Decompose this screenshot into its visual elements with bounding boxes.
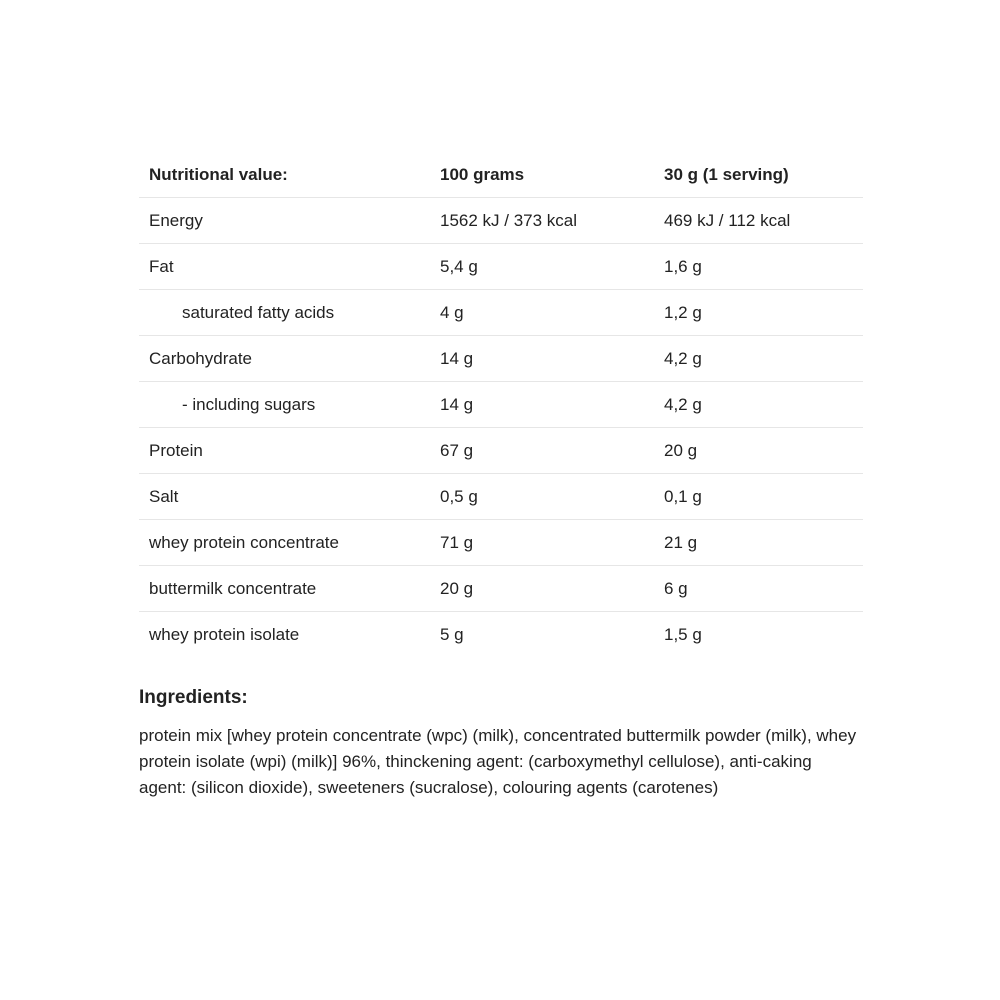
nutrient-name: whey protein isolate [149, 624, 300, 644]
table-row [139, 336, 863, 382]
table-row [139, 474, 863, 520]
nutrient-name: buttermilk concentrate [139, 566, 430, 612]
header-nutritional-value: Nutritional value: [139, 152, 430, 198]
table-row [139, 290, 863, 336]
table-row [139, 198, 863, 244]
nutrient-name: Protein [139, 428, 430, 474]
nutrient-per-serving: 21 g [654, 520, 863, 566]
nutrient-per-serving: 6 g [654, 566, 863, 612]
nutrient-name: - including sugars [139, 382, 430, 428]
nutrient-name: Carbohydrate [139, 336, 430, 382]
nutrient-per-100g: 14 g [430, 382, 654, 428]
table-row [139, 382, 863, 428]
nutrient-name: Fat [139, 244, 430, 290]
nutrient-per-100g: 5,4 g [430, 244, 654, 290]
nutrient-per-serving: 4,2 g [654, 336, 863, 382]
table-row [139, 520, 863, 566]
nutrient-name: whey protein concentrate [139, 520, 430, 566]
nutrient-name: Energy [139, 198, 430, 244]
nutrient-per-100g: 67 g [430, 428, 654, 474]
nutrient-per-100g: 5 g [440, 624, 464, 644]
ingredients-heading: Ingredients: [139, 687, 248, 708]
nutrient-per-100g: 20 g [430, 566, 654, 612]
nutrition-panel [139, 152, 863, 801]
table-row [139, 244, 863, 290]
nutrient-name: saturated fatty acids [139, 290, 430, 336]
ingredients-text: protein mix [whey protein concentrate (wpc) (milk), concentrated buttermilk powder (milk), whey protein isolate (wpi) (milk)] 96%, thinckening agent: (carboxymethyl cellulose), anti-caking agent: (silicon dioxide), sweeteners (sucralose), colouring agents (carotenes) [139, 726, 857, 797]
nutrient-name: Salt [139, 474, 430, 520]
nutrient-per-serving: 469 kJ / 112 kcal [654, 198, 863, 244]
nutrient-per-serving: 20 g [654, 428, 863, 474]
nutrient-per-100g: 0,5 g [430, 474, 654, 520]
nutrient-per-serving: 1,5 g [664, 624, 702, 644]
header-100-grams: 100 grams [430, 152, 654, 198]
nutrient-per-100g: 4 g [430, 290, 654, 336]
table-header-row [139, 152, 863, 198]
table-row [139, 566, 863, 612]
nutrient-per-100g: 71 g [430, 520, 654, 566]
nutrient-per-serving: 4,2 g [654, 382, 863, 428]
nutrient-per-serving: 0,1 g [654, 474, 863, 520]
nutrient-per-100g: 14 g [430, 336, 654, 382]
nutrient-per-serving: 1,6 g [654, 244, 863, 290]
table-row [139, 612, 863, 658]
table-row [139, 428, 863, 474]
nutrient-per-100g: 1562 kJ / 373 kcal [430, 198, 654, 244]
ingredients-section [139, 687, 863, 801]
nutrient-per-serving: 1,2 g [654, 290, 863, 336]
nutrition-table [139, 152, 863, 657]
header-serving: 30 g (1 serving) [654, 152, 863, 198]
